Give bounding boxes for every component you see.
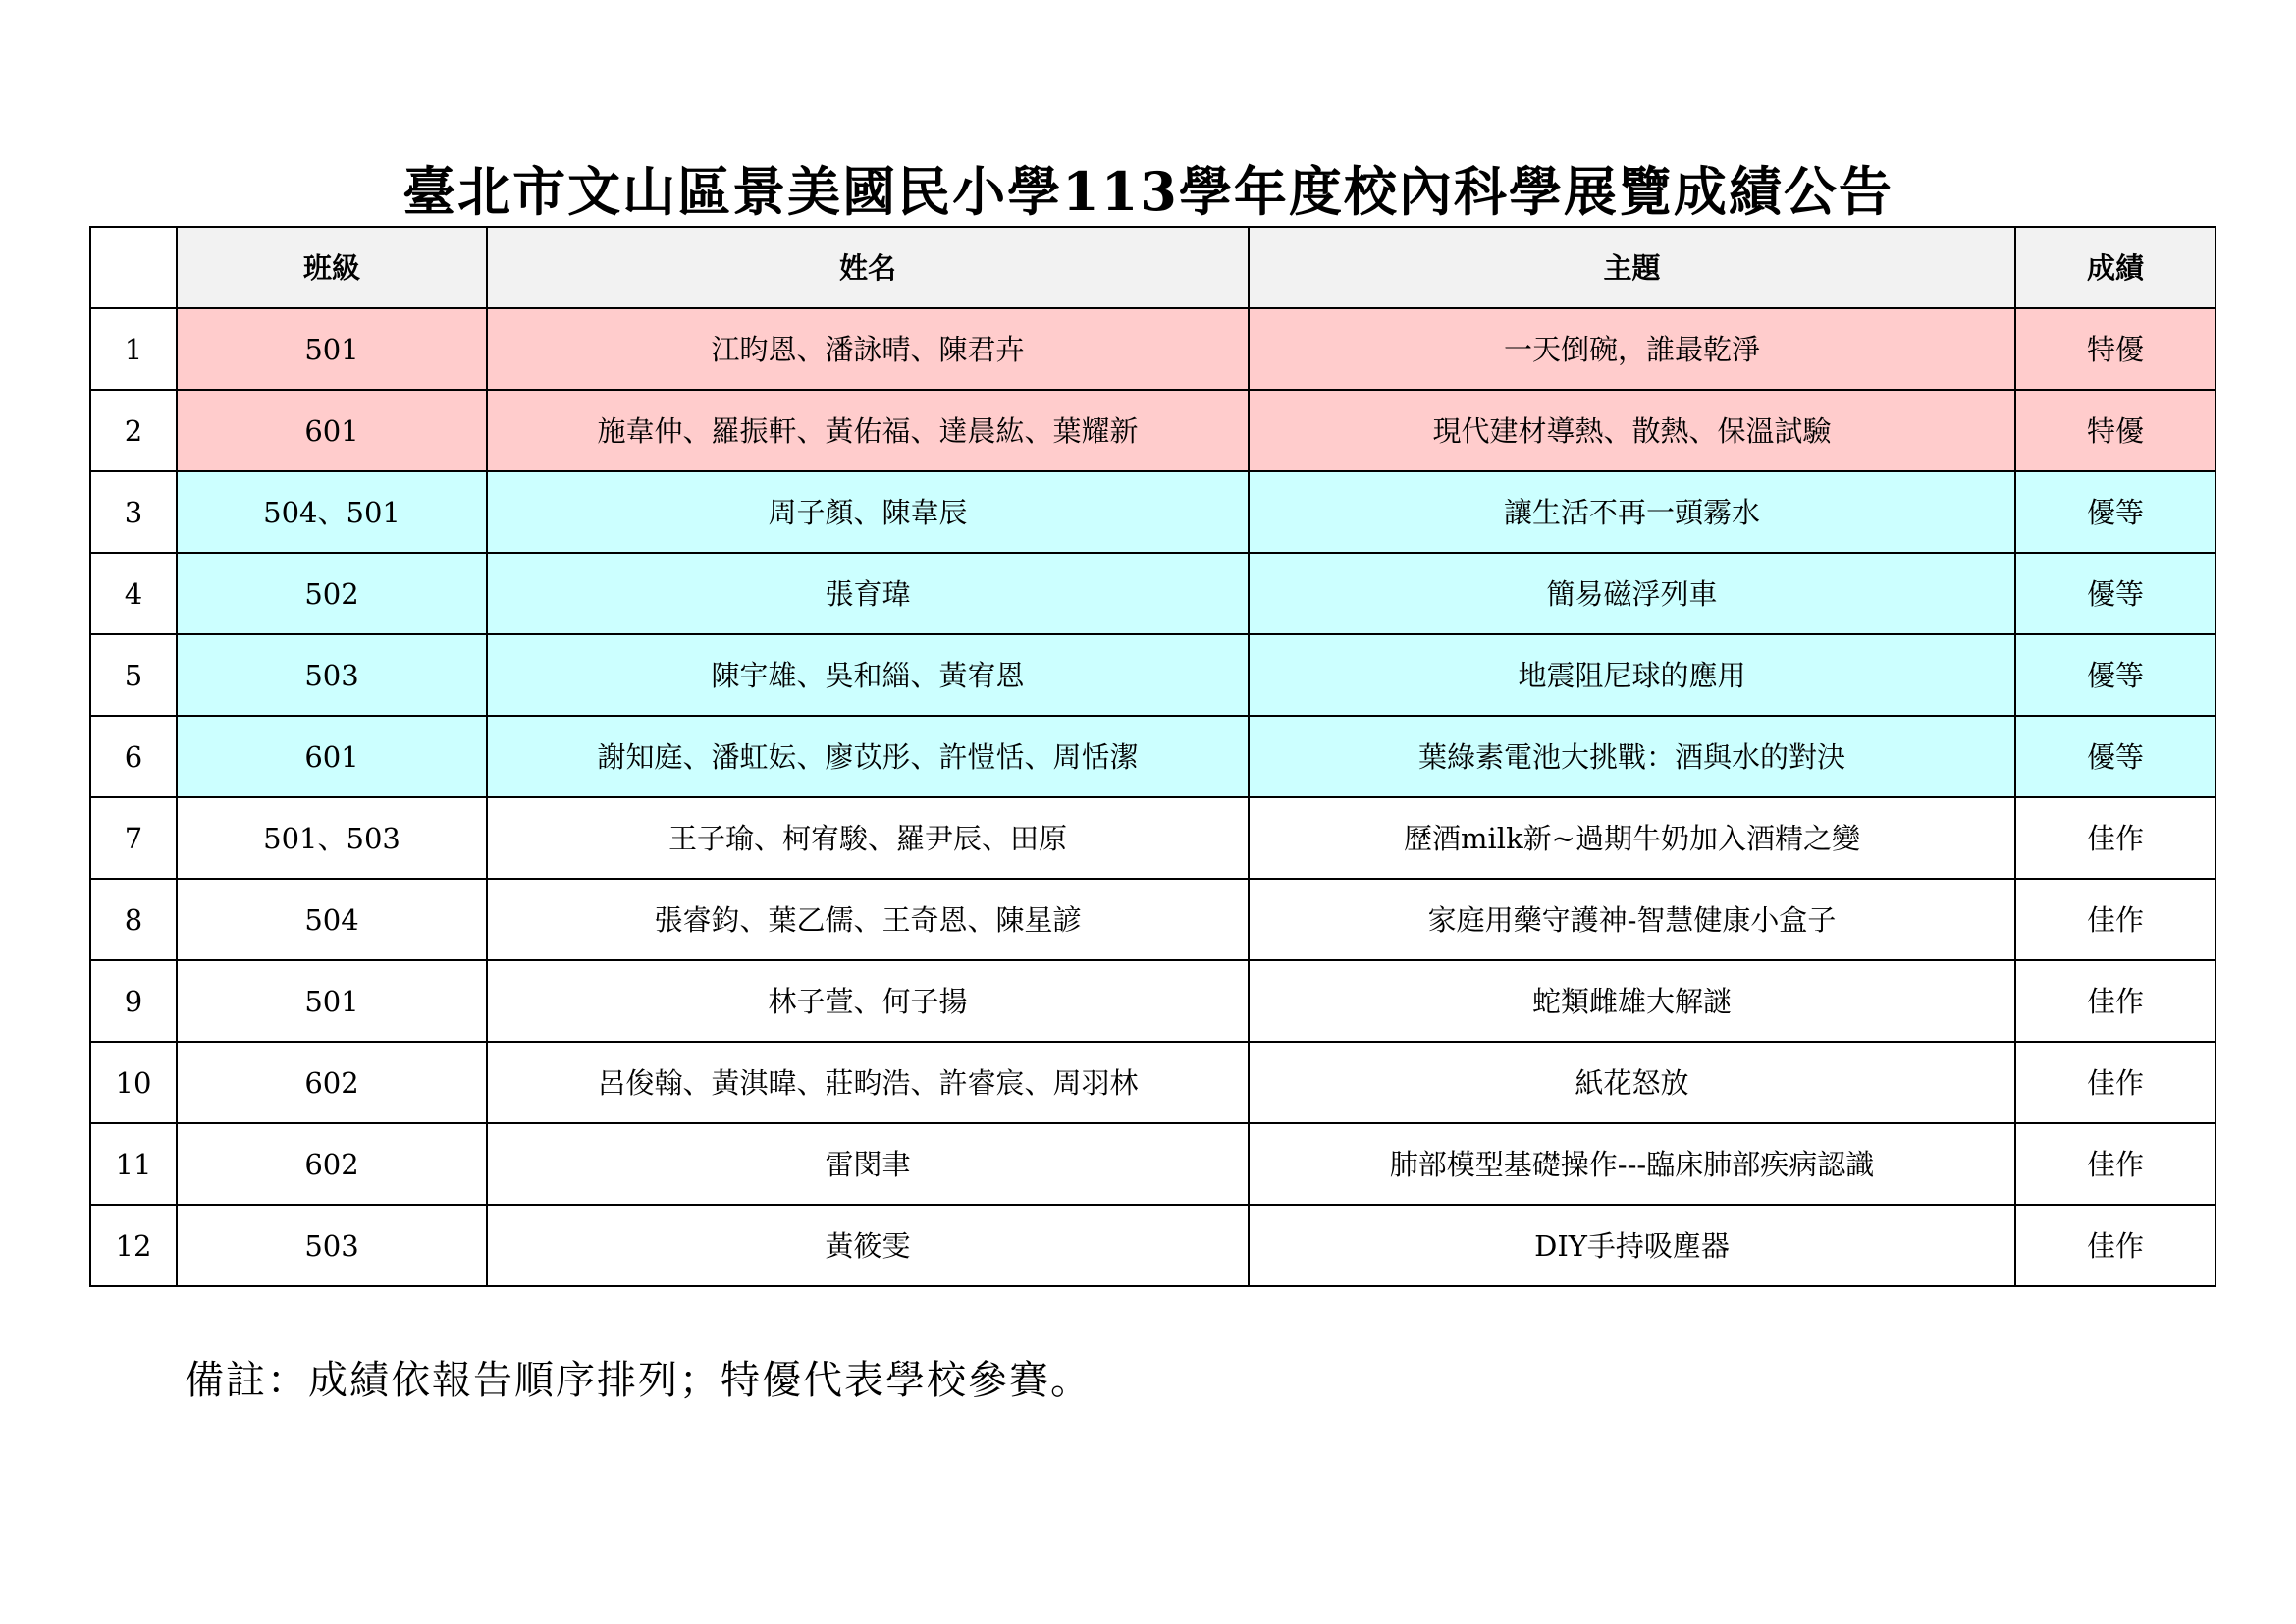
cell-number: 4 (90, 553, 177, 634)
cell-class: 504、501 (177, 471, 487, 553)
cell-topic: 讓生活不再一頭霧水 (1249, 471, 2015, 553)
table-row (90, 634, 2216, 716)
cell-name: 張育瑋 (487, 553, 1249, 634)
cell-name: 林子萱、何子揚 (487, 960, 1249, 1042)
cell-name: 周子顏、陳韋辰 (487, 471, 1249, 553)
cell-class: 503 (177, 1205, 487, 1286)
cell-class: 502 (177, 553, 487, 634)
table-row (90, 471, 2216, 553)
cell-topic: 紙花怒放 (1249, 1042, 2015, 1123)
cell-number: 11 (90, 1123, 177, 1205)
header-topic: 主題 (1249, 227, 2015, 308)
cell-grade: 優等 (2015, 553, 2216, 634)
cell-number: 6 (90, 716, 177, 797)
table-row (90, 1042, 2216, 1123)
cell-name: 謝知庭、潘虹妘、廖苡彤、許愷恬、周恬潔 (487, 716, 1249, 797)
cell-grade: 優等 (2015, 634, 2216, 716)
cell-class: 504 (177, 879, 487, 960)
cell-grade: 佳作 (2015, 960, 2216, 1042)
cell-name: 雷閔聿 (487, 1123, 1249, 1205)
cell-class: 503 (177, 634, 487, 716)
table-row (90, 308, 2216, 390)
cell-grade: 優等 (2015, 716, 2216, 797)
header-class: 班級 (177, 227, 487, 308)
header-number (90, 227, 177, 308)
cell-number: 12 (90, 1205, 177, 1286)
cell-grade: 佳作 (2015, 1123, 2216, 1205)
header-grade: 成績 (2015, 227, 2216, 308)
cell-grade: 佳作 (2015, 1205, 2216, 1286)
cell-number: 5 (90, 634, 177, 716)
table-row (90, 1205, 2216, 1286)
cell-grade: 特優 (2015, 390, 2216, 471)
cell-topic: 葉綠素電池大挑戰：酒與水的對決 (1249, 716, 2015, 797)
cell-number: 3 (90, 471, 177, 553)
cell-name: 王子瑜、柯宥駿、羅尹辰、田原 (487, 797, 1249, 879)
cell-topic: DIY手持吸塵器 (1249, 1205, 2015, 1286)
cell-class: 601 (177, 716, 487, 797)
cell-topic: 現代建材導熱、散熱、保溫試驗 (1249, 390, 2015, 471)
cell-number: 2 (90, 390, 177, 471)
results-table (89, 226, 2216, 1287)
cell-number: 9 (90, 960, 177, 1042)
cell-topic: 簡易磁浮列車 (1249, 553, 2015, 634)
cell-topic: 肺部模型基礎操作---臨床肺部疾病認識 (1249, 1123, 2015, 1205)
cell-class: 501、503 (177, 797, 487, 879)
cell-name: 黃筱雯 (487, 1205, 1249, 1286)
cell-class: 501 (177, 960, 487, 1042)
table-row (90, 553, 2216, 634)
cell-topic: 歷酒milk新~過期牛奶加入酒精之變 (1249, 797, 2015, 879)
cell-class: 602 (177, 1123, 487, 1205)
table-row (90, 797, 2216, 879)
cell-number: 7 (90, 797, 177, 879)
cell-class: 601 (177, 390, 487, 471)
cell-topic: 蛇類雌雄大解謎 (1249, 960, 2015, 1042)
cell-number: 1 (90, 308, 177, 390)
cell-grade: 特優 (2015, 308, 2216, 390)
cell-number: 8 (90, 879, 177, 960)
cell-name: 江昀恩、潘詠晴、陳君卉 (487, 308, 1249, 390)
page-title: 臺北市文山區景美國民小學113學年度校內科學展覽成績公告 (402, 160, 1894, 223)
cell-class: 602 (177, 1042, 487, 1123)
cell-topic: 地震阻尼球的應用 (1249, 634, 2015, 716)
cell-topic: 家庭用藥守護神-智慧健康小盒子 (1249, 879, 2015, 960)
table-row (90, 716, 2216, 797)
cell-grade: 佳作 (2015, 879, 2216, 960)
cell-name: 呂俊翰、黃淇暐、莊畇浩、許睿宸、周羽林 (487, 1042, 1249, 1123)
table-row (90, 879, 2216, 960)
header-name: 姓名 (487, 227, 1249, 308)
table-row (90, 960, 2216, 1042)
cell-topic: 一天倒碗，誰最乾淨 (1249, 308, 2015, 390)
footnote: 備註：成績依報告順序排列；特優代表學校參賽。 (185, 1358, 1092, 1403)
cell-name: 張睿鈞、葉乙儒、王奇恩、陳星諺 (487, 879, 1249, 960)
cell-class: 501 (177, 308, 487, 390)
cell-number: 10 (90, 1042, 177, 1123)
table-header-row (90, 227, 2216, 308)
table-row (90, 1123, 2216, 1205)
cell-name: 施韋仲、羅振軒、黃佑福、達晨紘、葉耀新 (487, 390, 1249, 471)
cell-grade: 佳作 (2015, 1042, 2216, 1123)
cell-grade: 佳作 (2015, 797, 2216, 879)
table-row (90, 390, 2216, 471)
cell-grade: 優等 (2015, 471, 2216, 553)
cell-name: 陳宇雄、吳和緇、黃宥恩 (487, 634, 1249, 716)
